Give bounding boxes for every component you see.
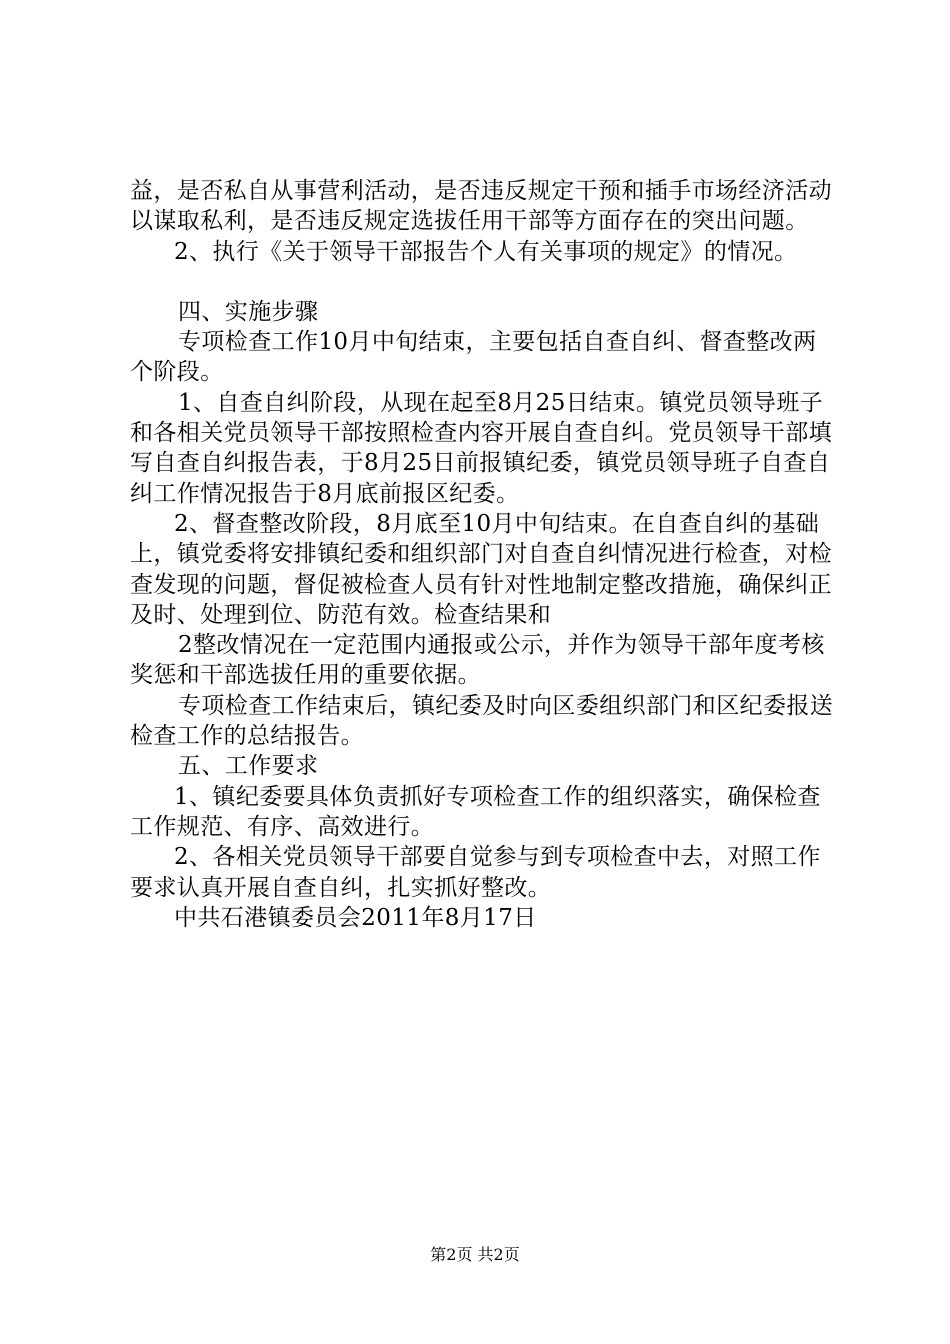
document-body — [130, 176, 835, 933]
paragraph-requirement-1: 1、镇纪委要具体负责抓好专项检查工作的组织落实，确保检查工作规范、有序、高效进行。 — [130, 783, 821, 840]
paragraph-summary-report: 专项检查工作结束后，镇纪委及时向区委组织部门和区纪委报送检查工作的总结报告。 — [130, 692, 834, 750]
page-number-footer: 第2页 共2页 — [430, 1245, 520, 1264]
paragraph-item-2-reporting: 2、执行《关于领导干部报告个人有关事项的规定》的情况。 — [174, 238, 798, 265]
paragraph-self-check-stage: 1、自查自纠阶段，从现在起至8月25日结束。镇党员领导班子和各相关党员领导干部按照检查内容开展自查自纠。党员领导干部填写自查自纠报告表，于8月25日前报镇纪委，镇党员领导班子自查自纠工作情况报告于8月底前报区纪委。 — [130, 389, 832, 507]
signature-date-line: 中共石港镇委员会2011年8月17日 — [174, 904, 537, 931]
paragraph-requirement-2: 2、各相关党员领导干部要自觉参与到专项检查中去，对照工作要求认真开展自查自纠，扎实抓好整改。 — [130, 844, 821, 901]
section-heading-implementation-steps: 四、实施步骤 — [178, 298, 319, 325]
paragraph-continuation: 益，是否私自从事营利活动，是否违反规定干预和插手市场经济活动以谋取私利，是否违反规定选拔任用干部等方面存在的突出问题。 — [130, 178, 832, 235]
paragraph-steps-overview: 专项检查工作10月中旬结束，主要包括自查自纠、督查整改两个阶段。 — [130, 329, 817, 386]
paragraph-supervision-stage: 2、督查整改阶段，8月底至10月中旬结束。在自查自纠的基础上，镇党委将安排镇纪委和组织部门对自查自纠情况进行检查，对检查发现的问题，督促被检查人员有针对性地制定整改措施，确保纠正及时、处理到位、防范有效。检查结果和 — [130, 510, 832, 628]
section-heading-work-requirements: 五、工作要求 — [178, 753, 319, 780]
paragraph-rectification-notice: 2整改情况在一定范围内通报或公示，并作为领导干部年度考核奖惩和干部选拔任用的重要依据。 — [130, 632, 825, 689]
paragraph-gap — [130, 267, 835, 297]
